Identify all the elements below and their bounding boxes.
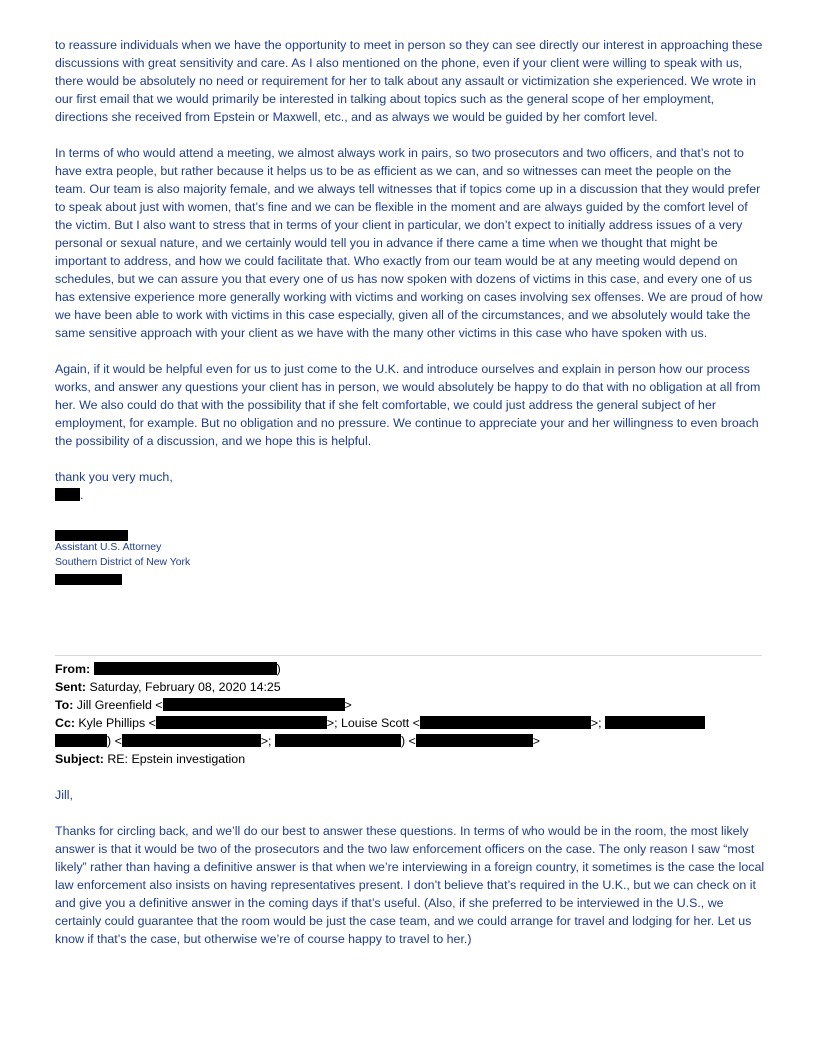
redaction-box (94, 662, 277, 675)
signature-contact-line (55, 570, 765, 584)
email-header (55, 660, 762, 768)
subject-label: Subject: (55, 752, 104, 766)
redaction-box (416, 734, 533, 747)
header-sent-row (55, 678, 762, 696)
header-cc-continuation-row (55, 732, 762, 750)
header-from-row (55, 660, 762, 678)
redaction-box (55, 574, 122, 585)
body-paragraph-2: In terms of who would attend a meeting, we almost always work in pairs, so two prosecutors and two officers, and that’s not to have extra people, but rather because it helps us to be as efficient as we can, and so witnesses can meet the people on the team. Our team is also majority female, and we always tell witnesses that if topics come up in a discussion that they would prefer to speak about just with women, that’s fine and we can be flexible in the moment and are always guided by the comfort level of the victim. But I also want to stress that in terms of your client in particular, we don’t expect to initially address issues of a very personal or sexual nature, and we certainly would tell you in advance if there came a time when we thought that might be important to address, and how we could facilitate that. Who exactly from our team would be at any meeting would depend on schedules, but we can assure you that every one of us has now spoken with dozens of victims in this case, and every one of us has extensive experience more generally working with victims and working on cases involving sex offenses. We are proud of how we have been able to work with victims in this case especially, given all of the circumstances, and we absolutely would take the same sensitive approach with your client as we have with the many other victims in this case who have spoken with us. (55, 146, 763, 340)
from-tail: ) (276, 662, 281, 676)
initials-period: . (80, 488, 84, 502)
subject-value: RE: Epstein investigation (107, 752, 246, 766)
reply-body (55, 786, 765, 966)
to-label: To: (55, 698, 74, 712)
cc-part-6: ) < (400, 734, 416, 748)
redaction-box (55, 488, 80, 501)
cc-part-1: Kyle Phillips < (78, 716, 156, 730)
signature-name-line (55, 526, 765, 540)
cc-part-4: ) < (107, 734, 122, 748)
reply-greeting: Jill, (55, 788, 73, 802)
sent-label: Sent: (55, 680, 86, 694)
closing-line: thank you very much, (55, 470, 173, 484)
signature-office: Southern District of New York (55, 557, 191, 568)
from-label: From: (55, 662, 91, 676)
header-cc-row (55, 714, 762, 732)
to-value: Jill Greenfield < (76, 698, 163, 712)
signature-title: Assistant U.S. Attorney (55, 542, 162, 553)
cc-label: Cc: (55, 716, 75, 730)
redaction-box (275, 734, 401, 747)
message-divider (55, 655, 762, 656)
cc-part-3: >; (590, 716, 602, 730)
body-paragraph-3: Again, if it would be helpful even for us to just come to the U.K. and introduce ourselves and explain in person how our process works, and answer any questions your client has in person, we would absolutely be happy to do that with no obligation at all from her. We also could do that with the possibility that if she felt comfortable, we could just address the general subject of her employment, for example. But no obligation and no pressure. We continue to appreciate your and her willingness to even broach the possibility of a discussion, and we hope this is helpful. (55, 362, 761, 448)
email-body (55, 36, 765, 584)
sender-initials-line (55, 486, 765, 504)
redaction-box (122, 734, 261, 747)
cc-part-2: >; Louise Scott < (326, 716, 420, 730)
sent-value: Saturday, February 08, 2020 14:25 (89, 680, 281, 694)
redaction-box (605, 716, 705, 729)
header-subject-row (55, 750, 762, 768)
cc-part-5: >; (260, 734, 272, 748)
redaction-box (156, 716, 327, 729)
body-paragraph-1: to reassure individuals when we have the opportunity to meet in person so they can see directly our interest in approaching these discussions with great sensitivity and care. As I also mentioned on the phone, even if your client were willing to speak with us, there would be absolutely no need or requirement for her to talk about any assault or victimization she experienced. We wrote in our first email that we would primarily be interested in talking about topics such as the general scope of her employment, directions she received from Epstein or Maxwell, etc., and as always we would be guided by her comfort level. (55, 38, 763, 124)
redaction-box (55, 734, 107, 747)
to-tail: > (344, 698, 352, 712)
redaction-box (420, 716, 591, 729)
header-to-row (55, 696, 762, 714)
reply-paragraph-1: Thanks for circling back, and we’ll do our best to answer these questions. In terms of who would be in the room, the most likely answer is that it would be two of the prosecutors and the two law enforcement officers on the case. The only reason I saw “most likely” rather than having a definitive answer is that when we’re interviewing in a foreign country, it sometimes is the case the local law enforcement also insists on having representatives present. I don’t believe that’s required in the U.K., but we can check on it and give you a definitive answer in the coming days if that’s useful. (Also, if she preferred to be interviewed in the U.S., we certainly could guarantee that the room would be just the case team, and we could arrange for travel and lodging for her. Let us know if that’s the case, but otherwise we’re of course happy to travel to her.) (55, 824, 765, 946)
redaction-box (163, 698, 345, 711)
cc-part-7: > (532, 734, 541, 748)
